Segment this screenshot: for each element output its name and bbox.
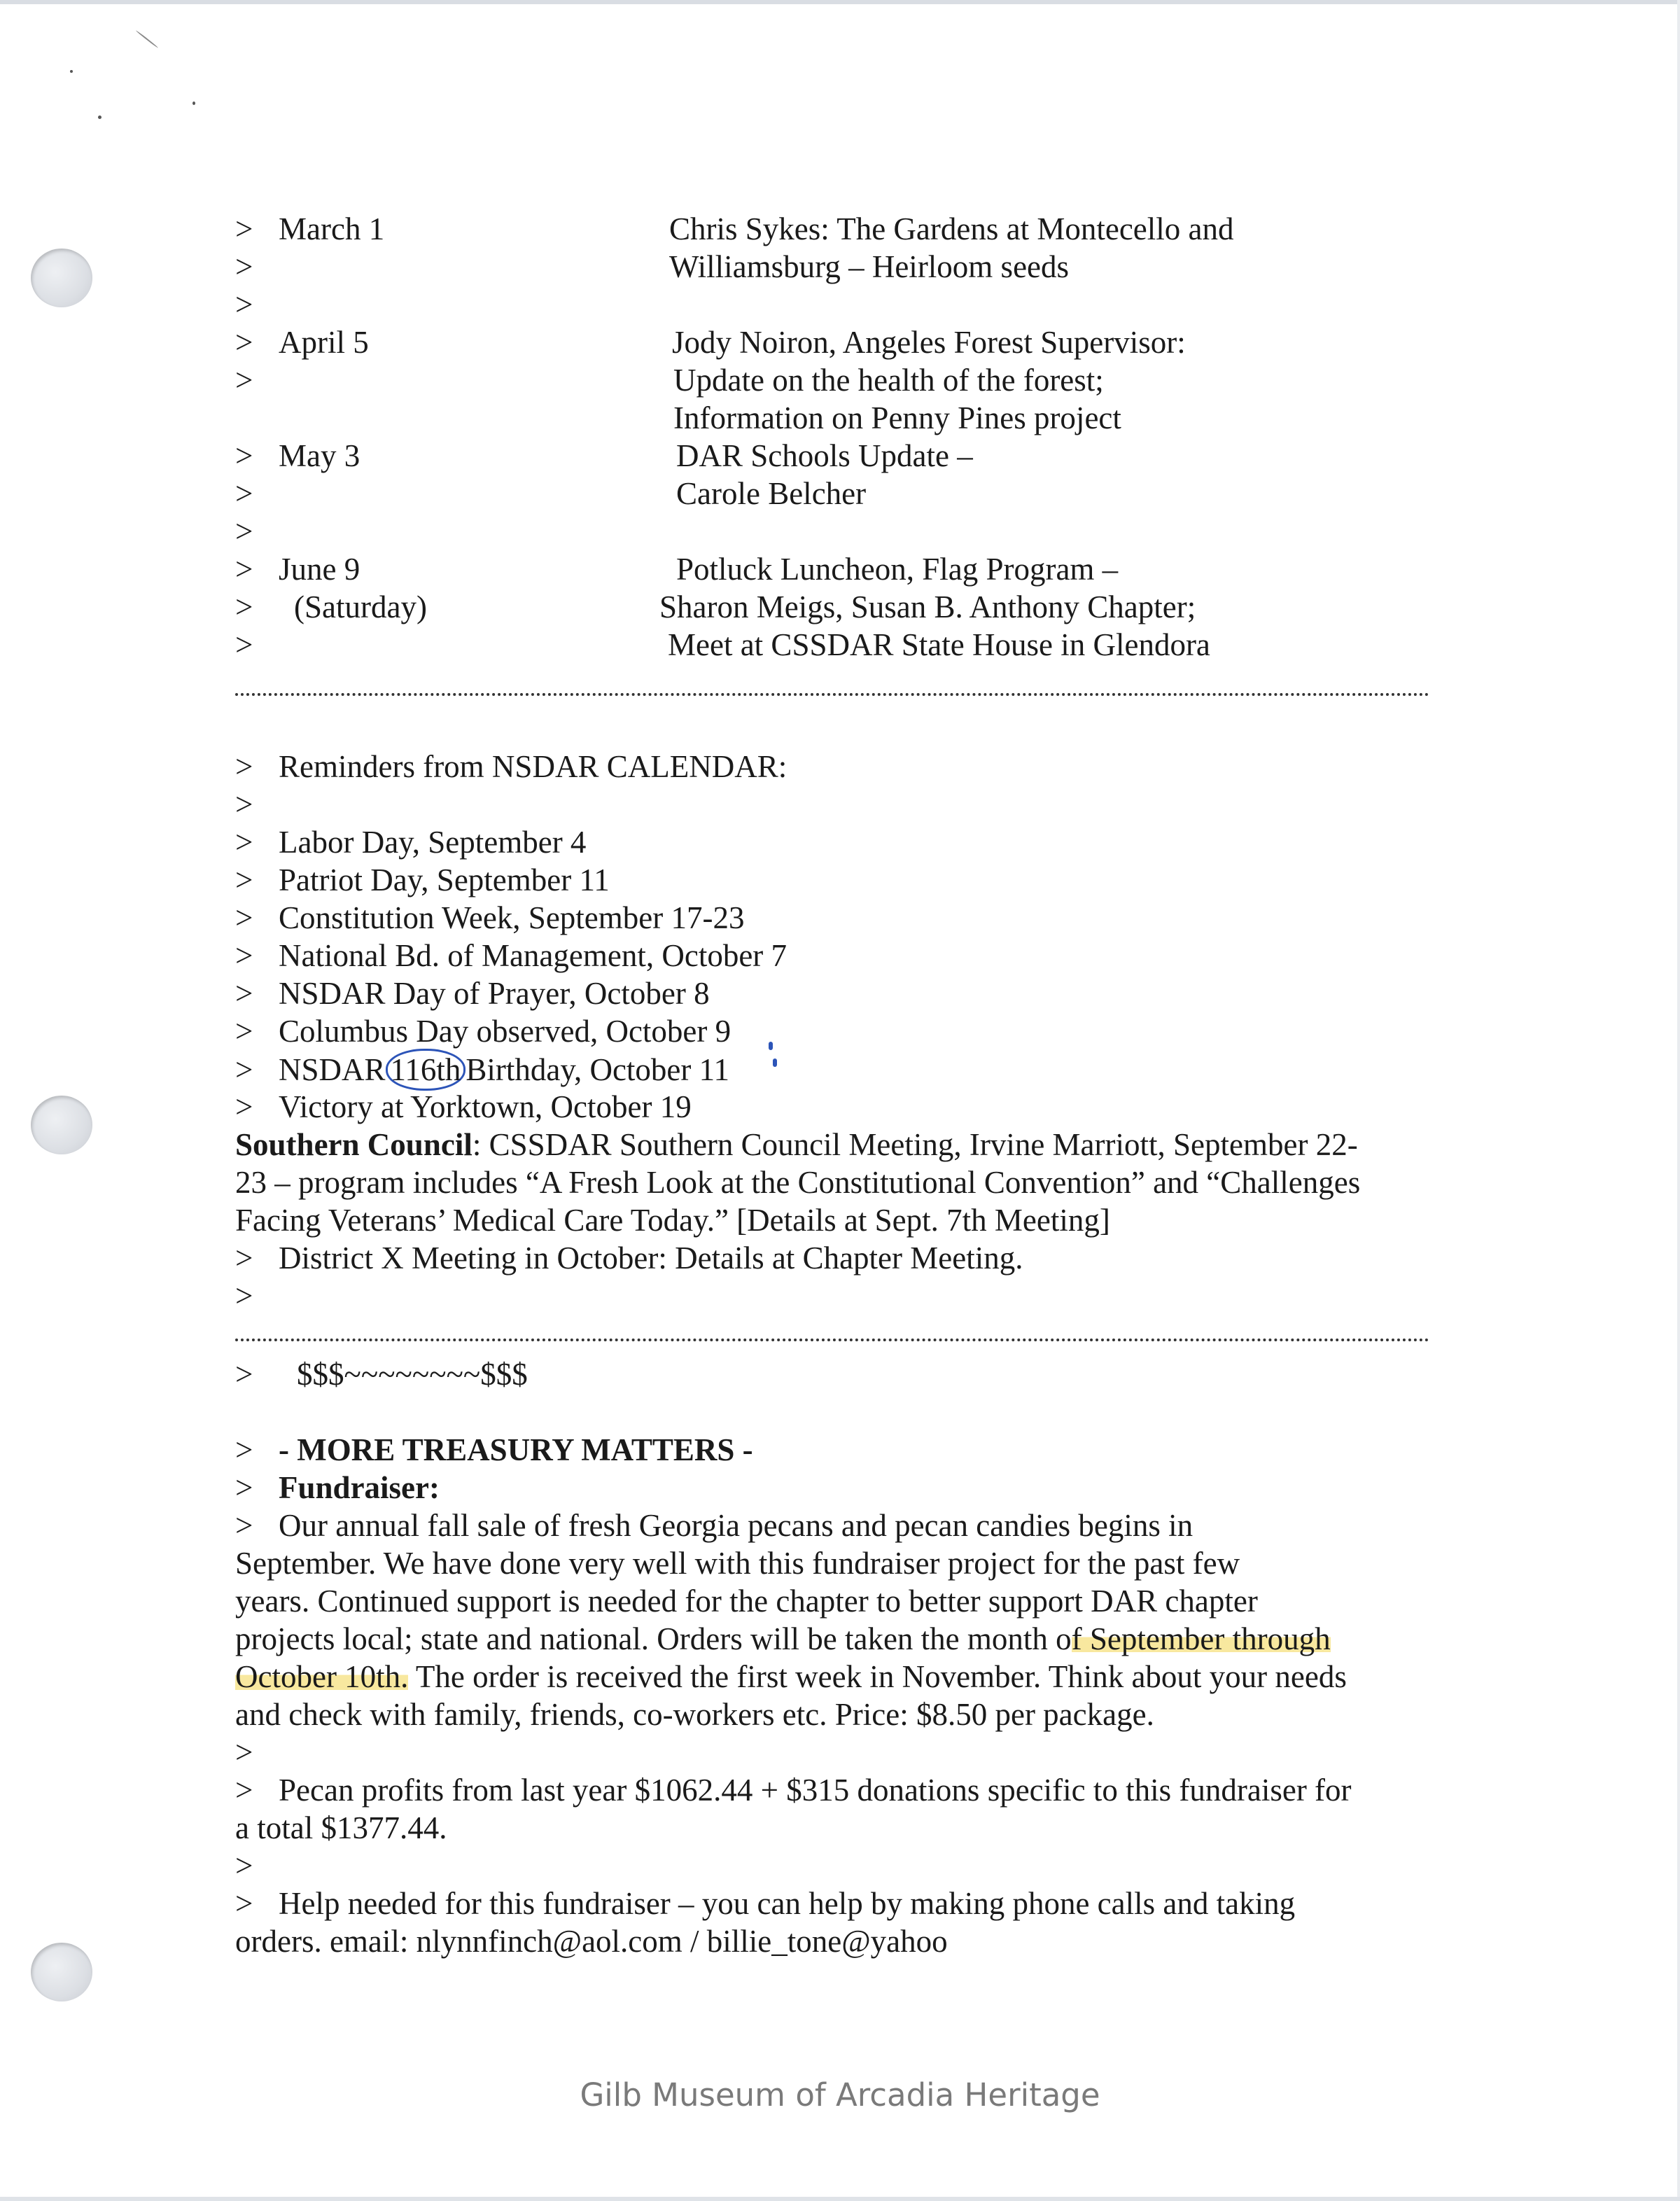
schedule-program: DAR Schools Update – — [676, 438, 973, 473]
schedule-program: Carole Belcher — [676, 476, 867, 511]
schedule-date: June 9 — [279, 552, 360, 587]
calendar-item: > Patriot Day, September 11 — [235, 862, 610, 897]
schedule-row — [235, 512, 279, 550]
schedule-row — [235, 286, 279, 323]
pen-mark — [773, 1058, 777, 1067]
profits-line-2: a total $1377.44. — [235, 1810, 447, 1845]
highlighter-mark: October 10th. — [235, 1659, 409, 1694]
quote-marker: > — [235, 211, 253, 246]
schedule-date: April 5 — [279, 325, 369, 360]
calendar-item: > National Bd. of Management, October 7 — [235, 938, 788, 973]
quote-marker: > — [235, 325, 253, 360]
schedule-row — [235, 437, 360, 475]
calendar-item: > NSDAR Day of Prayer, October 8 — [235, 976, 710, 1011]
highlighter-mark: f September through — [1071, 1621, 1331, 1656]
schedule-program: Meet at CSSDAR State House in Glendora — [668, 627, 1210, 662]
quote-marker: > — [235, 476, 253, 511]
spacer-marker: > — [235, 1278, 253, 1313]
spacer-marker: > — [235, 787, 253, 822]
scan-top-edge — [0, 0, 1680, 4]
southern-council-line-1: Southern Council: CSSDAR Southern Council Meeting, Irvine Marriott, September 22- — [235, 1127, 1358, 1162]
calendar-item: > Labor Day, September 4 — [235, 825, 587, 860]
treasury-heading: > - MORE TREASURY MATTERS - — [235, 1432, 753, 1467]
footer-credit: Gilb Museum of Arcadia Heritage — [580, 2076, 1100, 2113]
schedule-program: Update on the health of the forest; — [673, 363, 1104, 398]
scan-bottom-edge — [0, 2197, 1680, 2201]
schedule-program: Potluck Luncheon, Flag Program – — [676, 552, 1119, 587]
schedule-program: Information on Penny Pines project — [673, 400, 1121, 435]
schedule-row — [235, 475, 279, 512]
spacer-marker: > — [235, 1848, 253, 1883]
sale-line-4: projects local; state and national. Orders will be taken the month of September through — [235, 1621, 1331, 1656]
sale-line-5: October 10th. The order is received the first week in November. Think about your needs — [235, 1659, 1347, 1694]
calendar-item-yorktown: > Victory at Yorktown, October 19 — [235, 1089, 692, 1124]
scan-right-edge — [1677, 0, 1680, 2201]
scan-speck — [136, 30, 159, 48]
dotted-divider — [235, 1339, 1429, 1341]
scan-speck — [192, 102, 195, 105]
schedule-row — [235, 588, 427, 626]
schedule-program: Chris Sykes: The Gardens at Montecello and — [669, 211, 1234, 246]
profits-line-1: > Pecan profits from last year $1062.44 + $315 donations specific to this fundraiser for — [235, 1773, 1352, 1808]
southern-council-line-2: 23 – program includes “A Fresh Look at the Constitutional Convention” and “Challenges — [235, 1165, 1361, 1200]
pen-mark — [769, 1042, 773, 1050]
southern-council-line-3: Facing Veterans’ Medical Care Today.” [Details at Sept. 7th Meeting] — [235, 1203, 1110, 1238]
schedule-program: Williamsburg – Heirloom seeds — [669, 249, 1070, 284]
calendar-item: > Columbus Day observed, October 9 — [235, 1014, 732, 1049]
schedule-date: May 3 — [279, 438, 360, 473]
sale-line-1: > Our annual fall sale of fresh Georgia pecans and pecan candies begins in — [235, 1508, 1194, 1543]
schedule-row — [235, 550, 360, 588]
help-line-1: > Help needed for this fundraiser – you can help by making phone calls and taking — [235, 1886, 1296, 1921]
quote-marker: > — [235, 287, 253, 322]
schedule-row — [235, 323, 369, 361]
punch-hole-top — [31, 249, 92, 307]
quote-marker: > — [235, 589, 253, 624]
schedule-row — [235, 210, 384, 248]
dotted-divider — [235, 693, 1429, 696]
punch-hole-middle — [31, 1096, 92, 1154]
spacer-marker: > — [235, 1735, 253, 1770]
district-meeting: > District X Meeting in October: Details at Chapter Meeting. — [235, 1241, 1023, 1276]
schedule-row — [235, 248, 279, 286]
quote-marker: > — [235, 514, 253, 549]
schedule-row — [235, 361, 279, 399]
sale-line-6: and check with family, friends, co-workers etc. Price: $8.50 per package. — [235, 1697, 1154, 1732]
calendar-item: > Constitution Week, September 17-23 — [235, 900, 745, 935]
quote-marker: > — [235, 552, 253, 587]
schedule-program: Jody Noiron, Angeles Forest Supervisor: — [672, 325, 1186, 360]
money-line: > $$$~~~~~~~~$$$ — [235, 1357, 528, 1392]
schedule-program: Sharon Meigs, Susan B. Anthony Chapter; — [659, 589, 1196, 624]
scan-speck — [70, 70, 73, 73]
calendar-heading: > Reminders from NSDAR CALENDAR: — [235, 749, 788, 784]
quote-marker: > — [235, 249, 253, 284]
schedule-date: March 1 — [279, 211, 385, 246]
scan-speck — [98, 116, 102, 119]
fundraiser-heading: > Fundraiser: — [235, 1470, 440, 1505]
quote-marker: > — [235, 627, 253, 662]
sale-line-2: September. We have done very well with this fundraiser project for the past few — [235, 1546, 1240, 1581]
calendar-item-birthday: > NSDAR 116th Birthday, October 11 — [235, 1050, 729, 1089]
help-line-2: orders. email: nlynnfinch@aol.com / billie_tone@yahoo — [235, 1924, 948, 1959]
quote-marker: > — [235, 438, 253, 473]
quote-marker: > — [235, 363, 253, 398]
punch-hole-bottom — [31, 1943, 92, 2001]
schedule-date: (Saturday) — [294, 589, 427, 624]
pen-circle-annotation: 116th — [386, 1049, 466, 1091]
schedule-row — [235, 626, 279, 664]
sale-line-3: years. Continued support is needed for the chapter to better support DAR chapter — [235, 1584, 1258, 1619]
schedule-row — [235, 399, 279, 437]
